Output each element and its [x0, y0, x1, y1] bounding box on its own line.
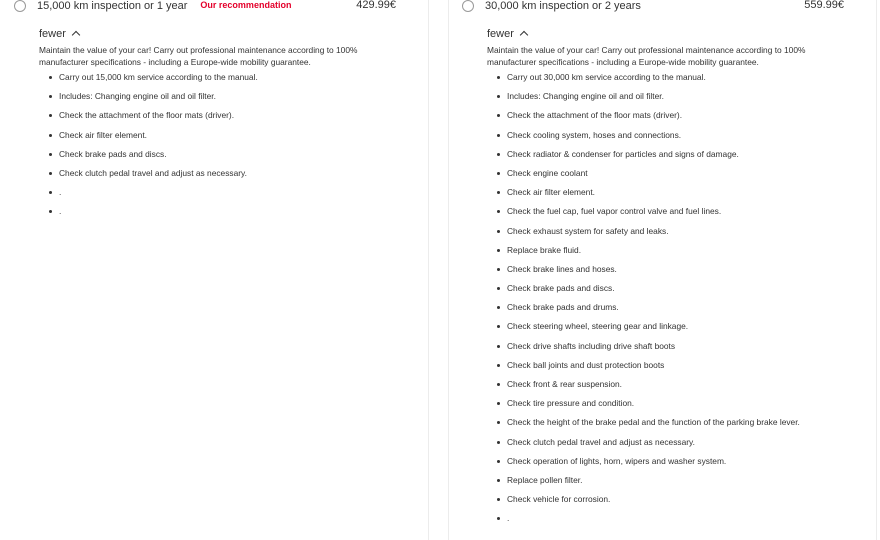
option-description: Maintain the value of your car! Carry out professional maintenance according to 100% manufacturer specifications - including a Europe-wide mobility guarantee.	[39, 45, 358, 67]
option-card-30000	[448, 0, 876, 540]
service-item: Check brake pads and drums.	[507, 301, 807, 313]
option-header[interactable]	[462, 0, 862, 13]
radio-unchecked-icon[interactable]	[14, 0, 26, 12]
service-item: Check clutch pedal travel and adjust as necessary.	[507, 436, 807, 448]
toggle-label: fewer	[487, 27, 514, 40]
service-item: .	[507, 512, 807, 524]
option-header[interactable]	[14, 0, 414, 13]
service-item: Carry out 30,000 km service according to the manual.	[507, 71, 807, 83]
service-item: Includes: Changing engine oil and oil filter.	[59, 90, 359, 102]
service-item: Check front & rear suspension.	[507, 378, 807, 390]
service-item: Check drive shafts including drive shaft boots	[507, 340, 807, 352]
service-item: Check ball joints and dust protection boots	[507, 359, 807, 371]
service-item: Check air filter element.	[507, 186, 807, 198]
service-item: Replace pollen filter.	[507, 474, 807, 486]
service-item: Check air filter element.	[59, 129, 359, 141]
service-item: Check brake pads and discs.	[507, 282, 807, 294]
service-item: Check brake lines and hoses.	[507, 263, 807, 275]
recommendation-badge: Our recommendation	[200, 0, 292, 10]
service-item: Check the fuel cap, fuel vapor control valve and fuel lines.	[507, 205, 807, 217]
service-item: Check steering wheel, steering gear and linkage.	[507, 320, 807, 332]
option-description: Maintain the value of your car! Carry out professional maintenance according to 100% manufacturer specifications - including a Europe-wide mobility guarantee.	[487, 45, 806, 67]
service-item: Check vehicle for corrosion.	[507, 493, 807, 505]
service-item: Includes: Changing engine oil and oil filter.	[507, 90, 807, 102]
service-item: Check the attachment of the floor mats (driver).	[507, 109, 807, 121]
service-item: Check brake pads and discs.	[59, 148, 359, 160]
service-item: Check tire pressure and condition.	[507, 397, 807, 409]
chevron-up-icon	[72, 31, 80, 39]
service-item: Check cooling system, hoses and connections.	[507, 129, 807, 141]
column-divider	[428, 0, 429, 540]
toggle-label: fewer	[39, 27, 66, 40]
service-item: Check the height of the brake pedal and the function of the parking brake lever.	[507, 416, 807, 428]
option-card-15000	[0, 0, 428, 540]
service-item: .	[59, 205, 359, 217]
service-item: Check exhaust system for safety and leaks.	[507, 225, 807, 237]
service-item: Carry out 15,000 km service according to the manual.	[59, 71, 359, 83]
service-item: Check engine coolant	[507, 167, 807, 179]
service-items-list	[462, 71, 862, 524]
fewer-toggle[interactable]	[39, 27, 414, 40]
option-title: 30,000 km inspection or 2 years	[485, 0, 641, 12]
column-divider	[876, 0, 877, 540]
option-price: 559.99€	[804, 0, 844, 11]
service-item: Check operation of lights, horn, wipers and washer system.	[507, 455, 807, 467]
radio-unchecked-icon[interactable]	[462, 0, 474, 12]
option-price: 429.99€	[356, 0, 396, 11]
service-item: Check radiator & condenser for particles and signs of damage.	[507, 148, 807, 160]
service-items-list	[14, 71, 414, 217]
chevron-up-icon	[520, 31, 528, 39]
service-item: .	[59, 186, 359, 198]
service-item: Check clutch pedal travel and adjust as necessary.	[59, 167, 359, 179]
fewer-toggle[interactable]	[487, 27, 862, 40]
option-title: 15,000 km inspection or 1 year	[37, 0, 188, 12]
service-item: Replace brake fluid.	[507, 244, 807, 256]
service-item: Check the attachment of the floor mats (driver).	[59, 109, 359, 121]
